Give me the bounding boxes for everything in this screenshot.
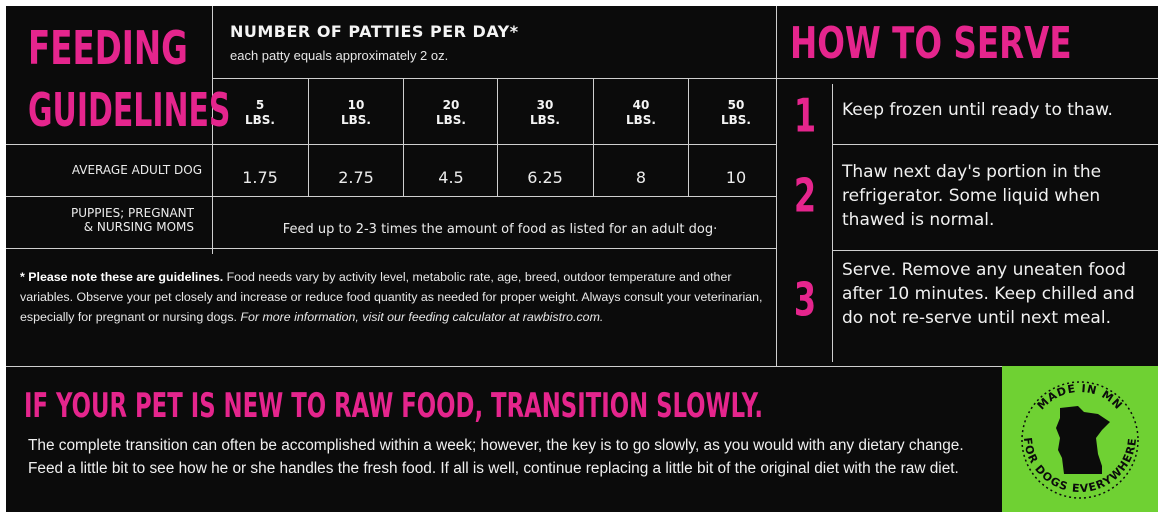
- made-in-mn-badge: [1002, 366, 1158, 512]
- table-cell: 1.75: [242, 168, 278, 187]
- puppies-label: PUPPIES; PREGNANT & NURSING MOMS: [70, 206, 194, 234]
- divider: [6, 248, 776, 249]
- divider: [776, 78, 1158, 79]
- table-cell: 10: [725, 168, 747, 187]
- feeding-title: FEEDING: [28, 22, 188, 76]
- weight-header: 50 LBS.: [721, 98, 751, 127]
- divider: [212, 78, 776, 79]
- step-text: Keep frozen until ready to thaw.: [842, 100, 1113, 120]
- weight-header: 20 LBS.: [436, 98, 466, 127]
- patties-heading: NUMBER OF PATTIES PER DAY*: [230, 22, 519, 41]
- divider: [832, 84, 833, 362]
- weight-header: 5 LBS.: [245, 98, 275, 127]
- divider: [832, 250, 1158, 251]
- badge-bottom-text: FOR DOGS EVERYWHERE: [1020, 436, 1140, 496]
- step-number: 1: [793, 90, 817, 143]
- table-cell: 8: [635, 168, 647, 187]
- divider: [6, 366, 1158, 367]
- patties-subheading: each patty equals approximately 2 oz.: [230, 48, 449, 63]
- divider: [6, 196, 776, 197]
- step-number: 3: [793, 274, 817, 327]
- transition-heading: IF YOUR PET IS NEW TO RAW FOOD, TRANSITION SLOWLY.: [24, 386, 764, 426]
- transition-body: The complete transition can often be accomplished within a week; however, the key is to go slowly, as you would with any dietary change. Feed a little bit to see how he or she handles the fresh food. If all is well, continue replacing a little bit of the original diet with the raw diet.: [28, 437, 964, 477]
- how-to-serve-title: HOW TO SERVE: [790, 18, 1072, 69]
- table-cell: 4.5: [438, 168, 464, 187]
- table-cell: 2.75: [338, 168, 374, 187]
- step-text: Serve. Remove any uneaten food after 10 minutes. Keep chilled and do not re-serve until next meal.: [842, 260, 1135, 328]
- badge-top-text: MADE IN MN: [1034, 381, 1126, 413]
- puppy-feeding-note: Feed up to 2-3 times the amount of food as listed for an adult dog·: [282, 222, 718, 237]
- step-text: Thaw next day's portion in the refrigerator. Some liquid when thawed is normal.: [842, 162, 1102, 230]
- divider: [6, 144, 776, 145]
- guidelines-title: GUIDELINES: [28, 84, 231, 138]
- divider: [832, 144, 1158, 145]
- feeding-label-panel: [6, 6, 1158, 512]
- weight-header: 10 LBS.: [341, 98, 371, 127]
- minnesota-state-icon: [1056, 406, 1110, 474]
- badge-graphic: [1002, 366, 1158, 512]
- weight-header: 30 LBS.: [530, 98, 560, 127]
- guidelines-footnote: * Please note these are guidelines. Food needs vary by activity level, metabolic rate, age, breed, outdoor temperature and other variables. Observe your pet closely and increase or reduce food quantity as needed for proper weight. Always consult your veterinarian, especially for pregnant or nursing dogs. For more information, visit our feeding calculator at rawbistro.com.: [20, 270, 763, 324]
- svg-text:MADE IN MN: [1035, 382, 1126, 413]
- table-cell: 6.25: [527, 168, 563, 187]
- adult-dog-label: AVERAGE ADULT DOG: [71, 163, 202, 177]
- step-number: 2: [793, 170, 817, 223]
- weight-header: 40 LBS.: [626, 98, 656, 127]
